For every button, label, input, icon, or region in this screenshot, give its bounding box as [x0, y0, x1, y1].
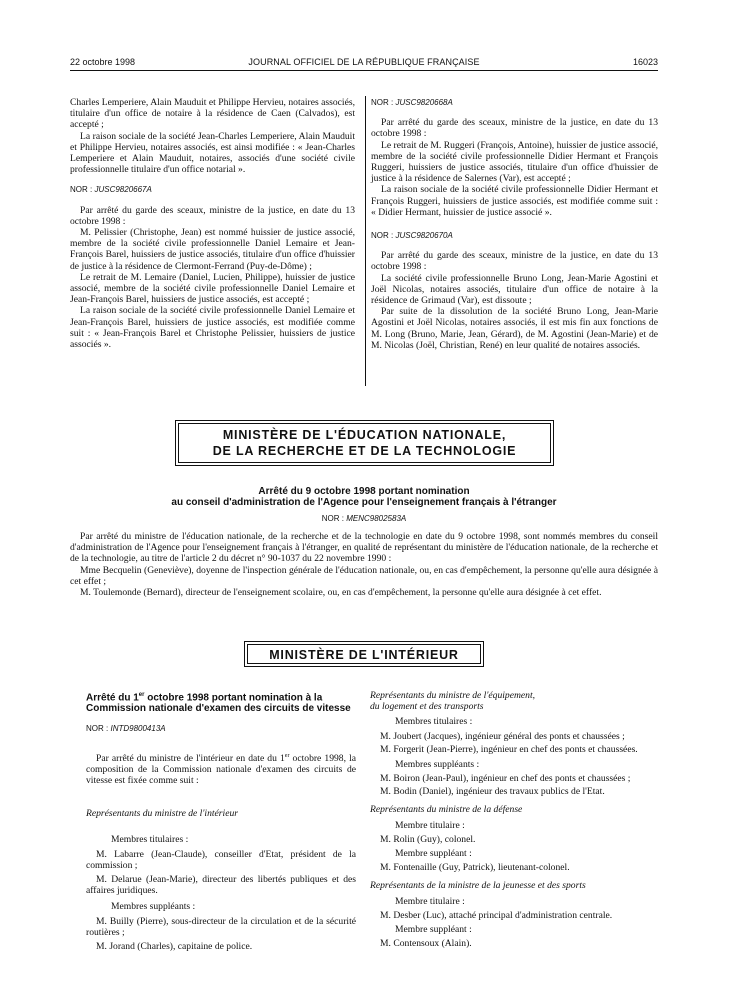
right-column-bottom	[370, 690, 658, 950]
left-column-top	[70, 97, 355, 350]
member-entry: M. Labarre (Jean-Claude), conseiller d'Etat, président de la commission ;	[86, 848, 356, 871]
nor-reference: NOR : INTD9800413A	[86, 724, 166, 734]
paragraph: Par arrêté du ministre de l'éducation nationale, de la recherche et de la technologie en date du 9 octobre 1998, sont nommés membres du conseil d'administration de l'Agence pour l'enseignement français à l'étranger, en qualité de représentant du ministère de l'éducation nationale, de la recherche et de la technologie, au titre de l'article 2 du décret n° 90-1037 du 22 novembre 1990 :	[70, 531, 658, 565]
member-entry: M. Delarue (Jean-Marie), directeur des libertés publiques et des affaires juridiques.	[86, 874, 356, 897]
member-entry: M. Builly (Pierre), sous-directeur de la circulation et de la sécurité routières ;	[86, 915, 356, 938]
member-entry: M. Joubert (Jacques), ingénieur général des ponts et chaussées ;	[380, 730, 625, 742]
section-heading: du logement et des transports	[370, 701, 484, 713]
members-label: Membres titulaires :	[395, 716, 473, 728]
member-entry: M. Fontenaille (Guy, Patrick), lieutenant-colonel.	[380, 862, 570, 874]
column-divider	[365, 96, 366, 386]
paragraph: La raison sociale de la société civile professionnelle Daniel Lemaire et Jean-François Barel, huissiers de justice associés, est modifiée comme suit : « Jean-François Barel et Christophe Pelissier, huissiers de justice associés ».	[70, 305, 355, 351]
paragraph: Par arrêté du garde des sceaux, ministre de la justice, en date du 13 octobre 1998 :	[70, 204, 355, 227]
section-heading: Représentants du ministre de la défense	[370, 803, 523, 815]
member-entry: M. Boiron (Jean-Paul), ingénieur en chef des ponts et chaussées ;	[380, 773, 631, 785]
members-label: Membres suppléants :	[395, 759, 480, 771]
members-label: Membre suppléant :	[395, 848, 472, 860]
ministry-title-line2: DE LA RECHERCHE ET DE LA TECHNOLOGIE	[212, 444, 517, 458]
members-label: Membre suppléant :	[395, 924, 472, 936]
members-label: Membre titulaire :	[395, 895, 465, 907]
member-entry: M. Contensoux (Alain).	[380, 938, 472, 950]
nor-reference: NOR : JUSC9820668A	[371, 98, 453, 107]
members-label: Membre titulaire :	[395, 819, 465, 831]
paragraph: La raison sociale de la société civile professionnelle Didier Hermant et François Ruggeri, huissiers de justice associés, est modifiée comme suit : « Didier Hermant, huissier de justice associé ».	[371, 184, 658, 218]
paragraph: Par arrêté du garde des sceaux, ministre de la justice, en date du 13 octobre 1998 :	[371, 250, 658, 273]
right-column-top	[371, 97, 658, 351]
paragraph: Charles Lemperiere, Alain Mauduit et Philippe Hervieu, notaires associés, titulaire d'un office de notaire à la résidence de Caen (Calvados), est accepté ;	[70, 97, 355, 131]
paragraph: M. Toulemonde (Bernard), directeur de l'enseignement scolaire, ou, en cas d'empêchement, la personne qu'elle aura désignée à cet effet.	[80, 587, 602, 599]
section-heading: Représentants du ministre de l'intérieur	[86, 808, 238, 820]
ministry-education-banner	[175, 420, 554, 466]
members-label: Membres suppléants :	[111, 900, 196, 912]
header-date: 22 octobre 1998	[70, 57, 136, 67]
member-entry: M. Jorand (Charles), capitaine de police.	[96, 941, 253, 953]
paragraph: Le retrait de M. Lemaire (Daniel, Lucien, Philippe), huissier de justice associé, membre de la société civile professionnelle Daniel Lemaire et Jean-François Barel, huissiers de justice associés, est accepté ;	[70, 271, 355, 306]
paragraph: Mme Becquelin (Geneviève), doyenne de l'inspection générale de l'éducation nationale, ou, en cas d'empêchement, la personne qu'elle aura désignée à cet effet ;	[70, 564, 658, 587]
arrete-title: Arrêté du 9 octobre 1998 portant nomination au conseil d'administration de l'Agence pour l'enseignement français à l'étranger	[171, 486, 557, 508]
arrete-title: Arrêté du 1er octobre 1998 portant nomination à la Commission nationale d'examen des circuits de vitesse	[86, 692, 351, 715]
page-header	[70, 57, 658, 69]
paragraph: La société civile professionnelle Bruno Long, Jean-Marie Agostini et Joël Nicolas, notaires associés, titulaire d'un office de notaire à la résidence de Grimaud (Var), est dissoute ;	[371, 272, 658, 307]
member-entry: M. Forgerit (Jean-Pierre), ingénieur en chef des ponts et chaussées.	[380, 743, 638, 755]
nor-reference: NOR : JUSC9820670A	[371, 231, 453, 241]
paragraph: La raison sociale de la société Jean-Charles Lemperiere, Alain Mauduit et Philippe Hervieu, notaires associés, est ainsi modifiée : « Jean-Charles Lemperiere et Alain Mauduit, notaires, associés d'une société civile professionnelle titulaire d'un office notarial ».	[70, 130, 355, 176]
journal-title: JOURNAL OFFICIEL DE LA RÉPUBLIQUE FRANÇAISE	[248, 57, 480, 67]
member-entry: M. Desber (Luc), attaché principal d'administration centrale.	[380, 910, 613, 922]
paragraph: Par arrêté du ministre de l'intérieur en date du 1er octobre 1998, la composition de la Commission nationale d'examen des circuits de vitesse est fixée comme suit :	[86, 752, 356, 787]
member-entry: M. Bodin (Daniel), ingénieur des travaux publics de l'Etat.	[380, 786, 605, 798]
paragraph: Le retrait de M. Ruggeri (François, Antoine), huissier de justice associé, membre de la société civile professionnelle Didier Hermant et François Ruggeri, huissiers de justice associés, titulaire d'un office d'huissier de justice à la résidence de Salernes (Var), est accepté ;	[371, 139, 658, 185]
nor-reference: NOR : MENC9802583A	[321, 514, 407, 523]
member-entry: M. Rolin (Guy), colonel.	[380, 834, 476, 846]
paragraph: Par suite de la dissolution de la société Bruno Long, Jean-Marie Agostini et Joël Nicolas, notaires associés, il est mis fin aux fonctions de M. Long (Bruno, Marie, Jean, Gérard), de M. Agostini (Jean-Marie) et de M. Nicolas (Joël, Christian, René) en leur qualité de notaires associés.	[371, 306, 658, 351]
header-rule	[70, 70, 658, 71]
arrete-body	[70, 531, 658, 598]
section-heading: Représentants de la ministre de la jeunesse et des sports	[370, 879, 586, 891]
members-label: Membres titulaires :	[111, 833, 189, 845]
paragraph: Par arrêté du garde des sceaux, ministre de la justice, en date du 13 octobre 1998 :	[371, 117, 658, 140]
section-heading: Représentants du ministre de l'équipement,	[370, 690, 536, 701]
nor-reference: NOR : JUSC9820667A	[70, 185, 152, 195]
left-column-bottom	[86, 690, 356, 952]
page-number: 16023	[632, 57, 658, 67]
ministry-interior-banner	[244, 641, 484, 667]
paragraph: M. Pelissier (Christophe, Jean) est nommé huissier de justice associé, membre de la société civile professionnelle Daniel Lemaire et Jean-François Barel, huissiers de justice associés, titulaire d'un office d'huissier de justice à la résidence de Clermont-Ferrand (Puy-de-Dôme) ;	[70, 227, 355, 272]
ministry-title: MINISTÈRE DE L'INTÉRIEUR	[269, 648, 459, 662]
ministry-title-line1: MINISTÈRE DE L'ÉDUCATION NATIONALE,	[222, 428, 507, 442]
